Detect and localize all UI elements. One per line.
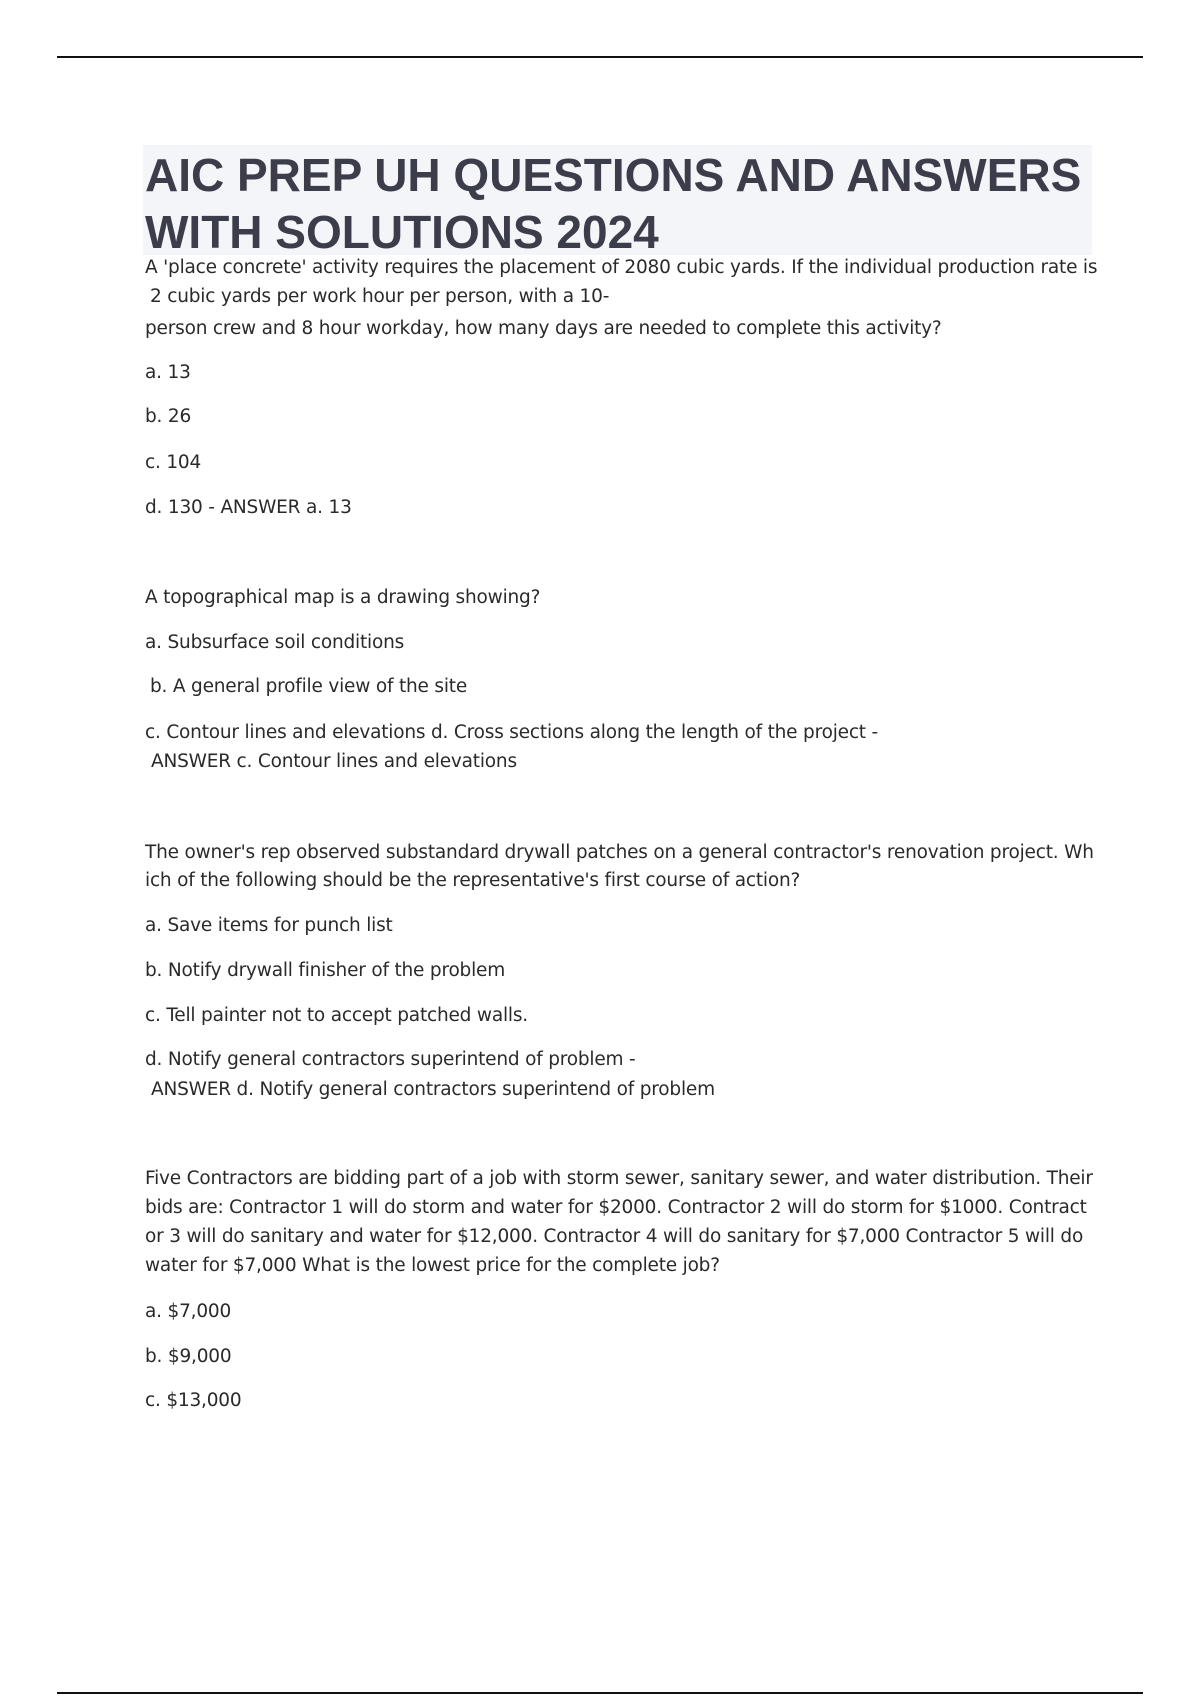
question-3-option-b: b. Notify drywall finisher of the problem: [145, 960, 506, 981]
question-1-option-c: c. 104: [145, 452, 202, 473]
question-2-option-c-d: c. Contour lines and elevations d. Cross sections along the length of the project -: [145, 722, 879, 743]
question-2-option-a: a. Subsurface soil conditions: [145, 632, 405, 653]
question-2-answer: ANSWER c. Contour lines and elevations: [151, 751, 517, 772]
question-1-stem-line-3: person crew and 8 hour workday, how many days are needed to complete this activity?: [145, 318, 942, 339]
question-4-stem-line-1: Five Contractors are bidding part of a job with storm sewer, sanitary sewer, and water distribution. Their: [145, 1168, 1093, 1189]
question-4-option-b: b. $9,000: [145, 1346, 232, 1367]
question-2-option-b: b. A general profile view of the site: [150, 676, 468, 697]
footer-rule: [57, 1692, 1143, 1694]
question-4-stem-line-2: bids are: Contractor 1 will do storm and water for $2000. Contractor 2 will do storm for $1000. Contract: [145, 1197, 1087, 1218]
document-title: AIC PREP UH QUESTIONS AND ANSWERS WITH SOLUTIONS 2024: [145, 149, 1082, 258]
question-3-stem-line-1: The owner's rep observed substandard drywall patches on a general contractor's renovation project. Wh: [145, 842, 1094, 863]
header-rule: [57, 56, 1143, 58]
question-4-stem-line-4: water for $7,000 What is the lowest price for the complete job?: [145, 1255, 720, 1276]
question-4-option-a: a. $7,000: [145, 1301, 232, 1322]
question-3-option-a: a. Save items for punch list: [145, 915, 393, 936]
question-3-stem-line-2: ich of the following should be the representative's first course of action?: [145, 870, 801, 891]
question-1-stem-line-2: 2 cubic yards per work hour per person, with a 10-: [150, 286, 610, 307]
question-4-option-c: c. $13,000: [145, 1390, 242, 1411]
question-3-answer: ANSWER d. Notify general contractors superintend of problem: [151, 1079, 715, 1100]
question-3-option-c: c. Tell painter not to accept patched walls.: [145, 1005, 528, 1026]
question-1-option-b: b. 26: [145, 406, 192, 427]
question-1-option-d-answer: d. 130 - ANSWER a. 13: [145, 497, 352, 518]
question-3-option-d: d. Notify general contractors superintend of problem -: [145, 1049, 636, 1070]
question-2-stem: A topographical map is a drawing showing?: [145, 587, 541, 608]
question-1-stem-line-1: A 'place concrete' activity requires the placement of 2080 cubic yards. If the individual production rate is: [145, 257, 1098, 278]
question-1-option-a: a. 13: [145, 362, 191, 383]
question-4-stem-line-3: or 3 will do sanitary and water for $12,000. Contractor 4 will do sanitary for $7,000 Contractor 5 will do: [145, 1226, 1084, 1247]
